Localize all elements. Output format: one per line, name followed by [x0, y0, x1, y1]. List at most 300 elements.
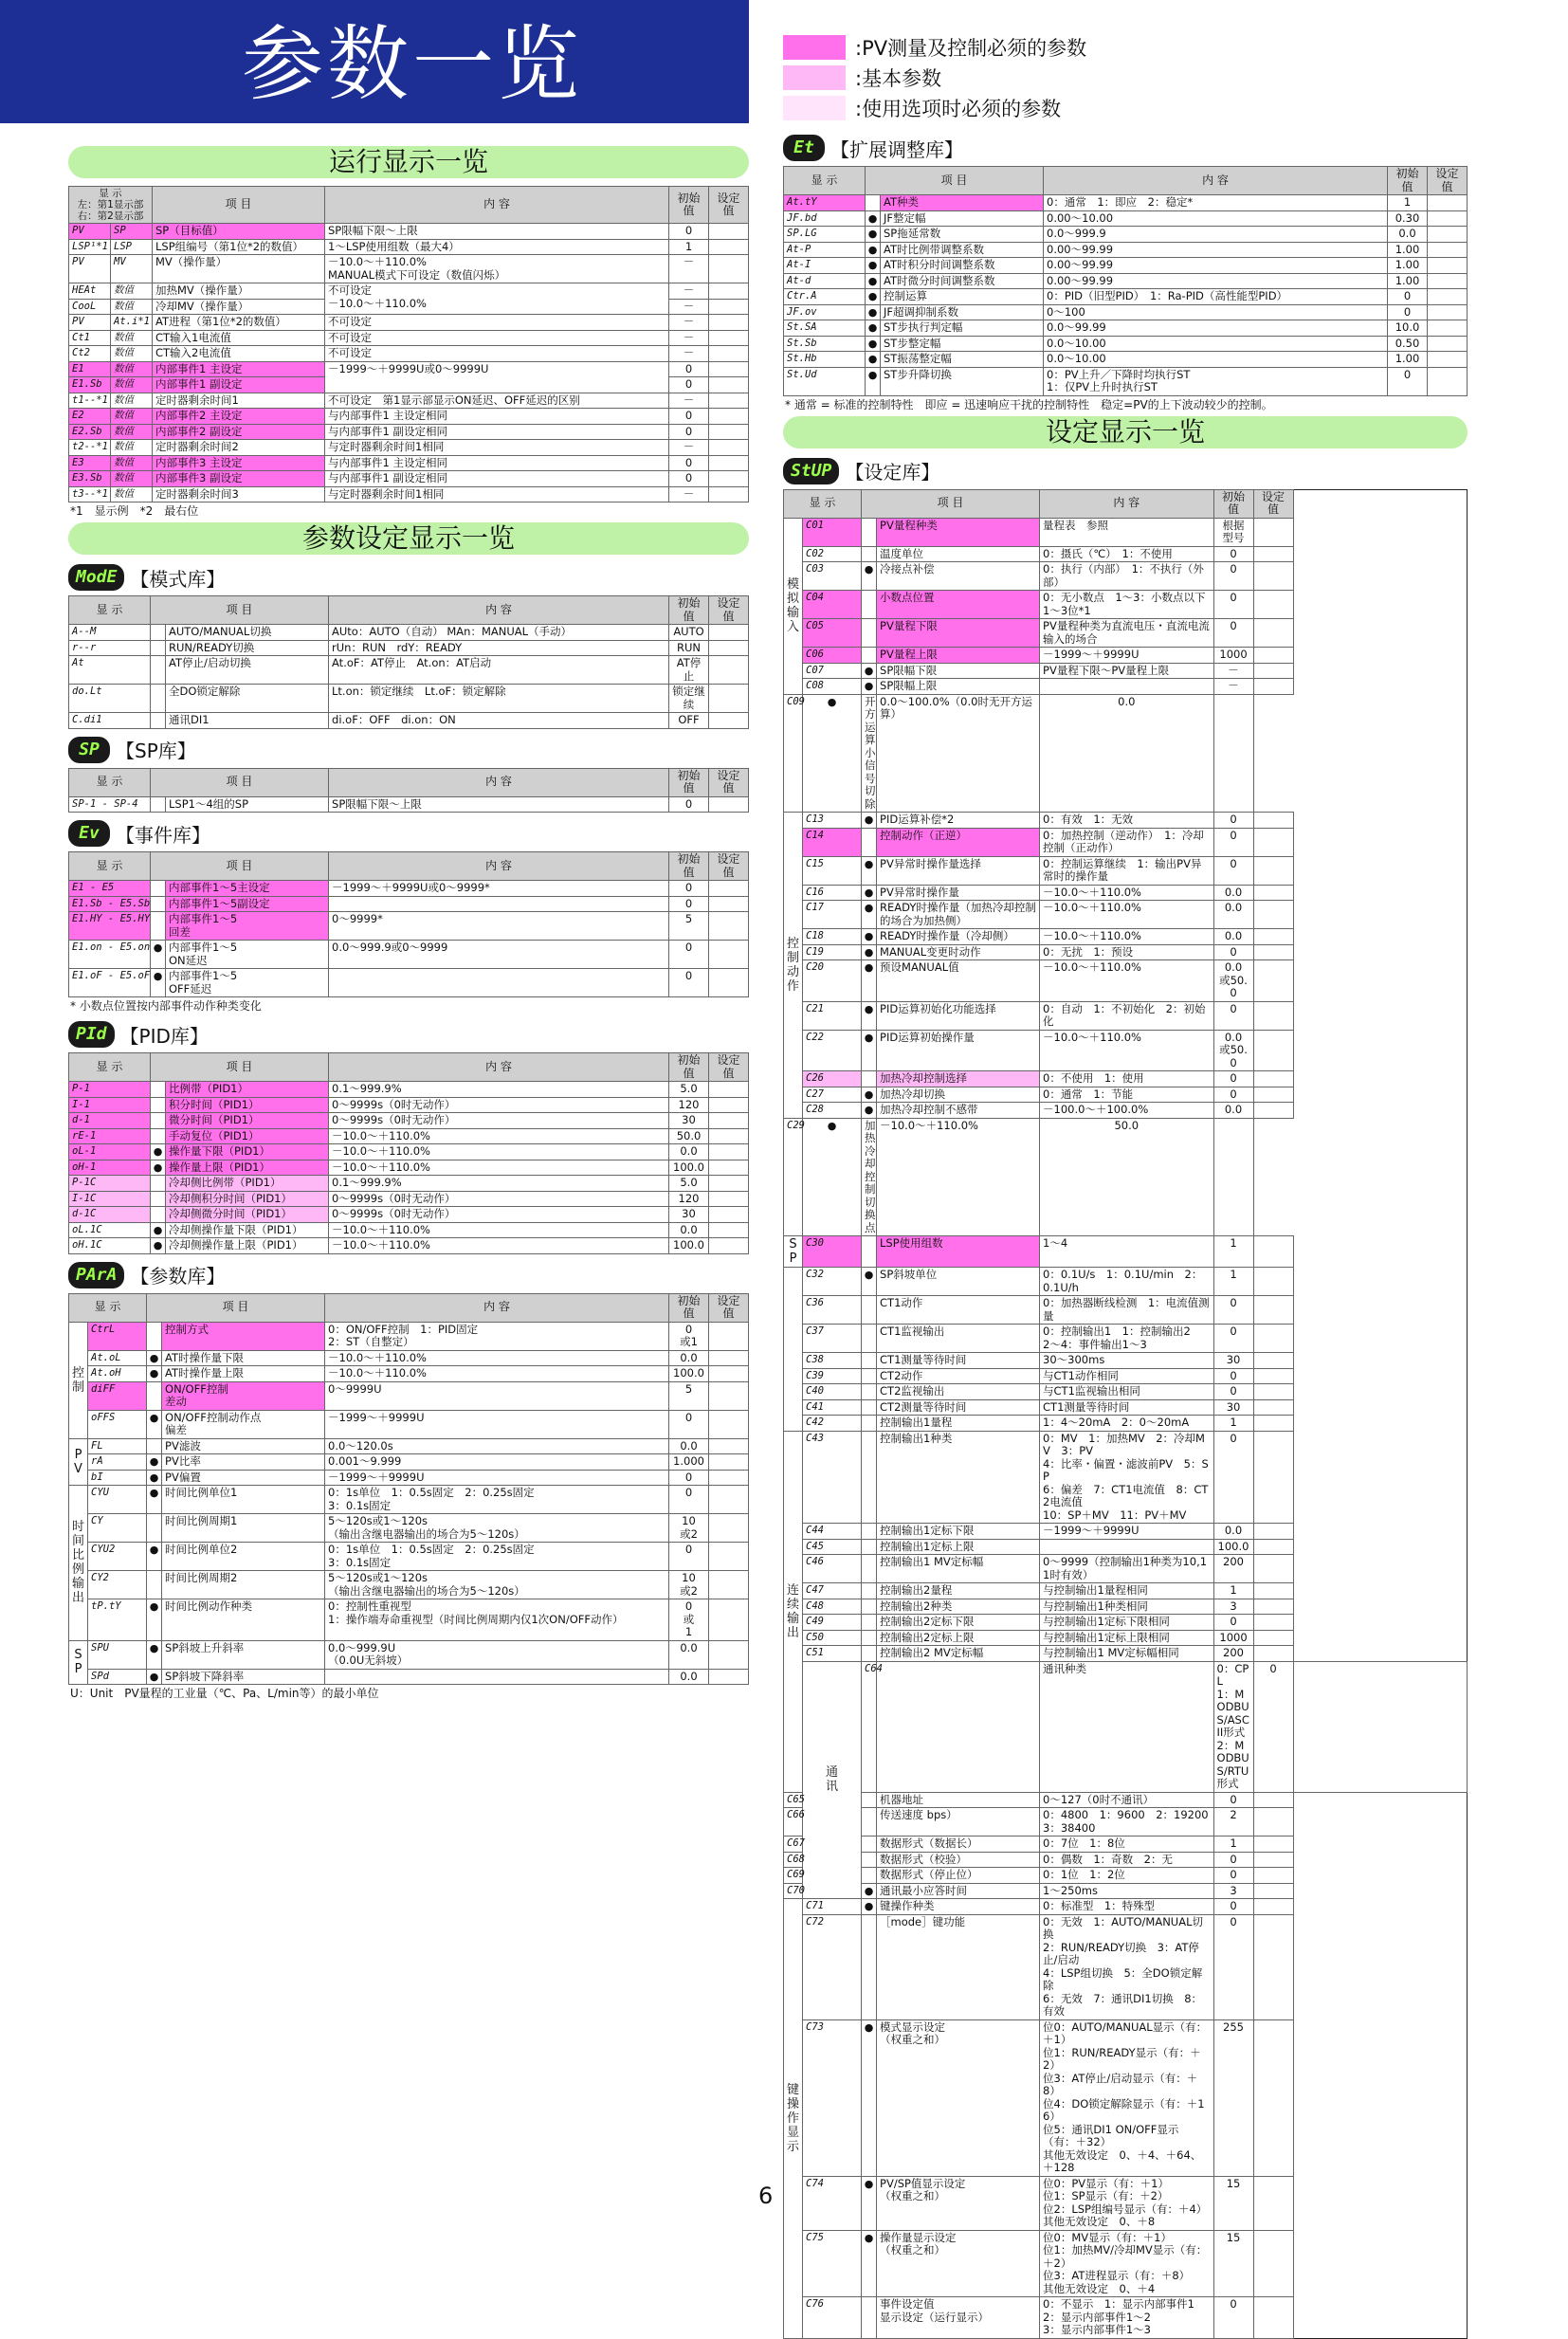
setting-value-cell[interactable] [709, 912, 749, 941]
option-marker: ● [866, 210, 881, 227]
table-row [69, 255, 749, 283]
display-code: JF.bd [784, 210, 866, 227]
header-content: 内 容 [329, 768, 669, 796]
display-right: 数值 [111, 361, 153, 377]
initial-value: 120 [669, 1097, 709, 1113]
table-row [69, 796, 749, 813]
option-marker [151, 896, 166, 912]
option-marker [147, 1381, 162, 1410]
setting-value-cell[interactable] [1253, 1615, 1293, 1631]
item-name: ST振荡整定幅 [881, 352, 1044, 368]
initial-value: 0 [1388, 367, 1428, 395]
setting-value-cell[interactable] [709, 361, 749, 377]
setting-value-cell[interactable] [1253, 1524, 1293, 1540]
setting-value-cell[interactable] [1253, 591, 1293, 619]
display-code: rA [88, 1454, 147, 1471]
item-content: －10.0～＋110.0% [1040, 960, 1213, 1002]
setting-value-cell[interactable] [709, 409, 749, 425]
setting-value-cell[interactable] [709, 1322, 749, 1350]
item-name: SP斜坡单位 [877, 1268, 1040, 1296]
option-marker: ● [862, 2230, 877, 2297]
left-column [68, 142, 749, 1705]
setting-value-cell[interactable] [1253, 960, 1293, 1002]
option-marker [862, 1808, 877, 1836]
setting-value-cell[interactable] [1253, 1353, 1293, 1369]
item-content: －10.0～＋110.0% [1040, 929, 1213, 945]
setting-value-cell[interactable] [1253, 1071, 1293, 1087]
header-set: 设定值 [1428, 167, 1468, 195]
item-name: 冷却侧操作量上限（PID1） [166, 1238, 329, 1254]
display-right: 数值 [111, 346, 153, 362]
display-code: C71 [803, 1899, 862, 1915]
table-row [784, 2297, 1468, 2339]
display-code: C32 [803, 1268, 862, 1296]
setting-value-cell[interactable] [1213, 694, 1253, 813]
header-init: 初始值 [669, 852, 709, 881]
setting-value-cell[interactable] [1253, 518, 1293, 546]
setting-value-cell[interactable] [1428, 320, 1468, 337]
item-content: 0：偶数 1：奇数 2：无 [1040, 1852, 1213, 1868]
setting-value-cell[interactable] [709, 896, 749, 912]
header-display: 显 示 [784, 167, 866, 195]
setting-value-cell[interactable] [709, 299, 749, 315]
item-content: －1999～＋9999U [1040, 1524, 1213, 1540]
setting-value-cell[interactable] [1253, 1599, 1293, 1615]
item-content: 0：有效 1：无效 [1040, 813, 1213, 829]
setting-value-cell[interactable] [709, 1222, 749, 1238]
item-content: 0：不显示 1：显示内部事件1 2：显示内部事件1～2 3：显示内部事件1～3 [1040, 2297, 1213, 2339]
setting-value-cell[interactable] [709, 1097, 749, 1113]
setting-value-cell[interactable] [1253, 1399, 1293, 1416]
item-name: SP斜坡上升斜率 [162, 1640, 325, 1669]
setting-value-cell[interactable] [1253, 1630, 1293, 1646]
display-code: C14 [803, 828, 862, 856]
setting-value-cell[interactable] [1253, 2176, 1293, 2230]
table-row [784, 1808, 1468, 1836]
setting-value-cell[interactable] [709, 1160, 749, 1176]
display-code: C08 [803, 679, 862, 695]
setting-value-cell[interactable] [1253, 2019, 1293, 2176]
initial-value: 5 [669, 1381, 709, 1410]
initial-value: 0 [1213, 1899, 1253, 1915]
setting-value-cell[interactable] [1253, 813, 1293, 829]
setting-value-cell[interactable] [1253, 1103, 1293, 1119]
setting-value-cell[interactable] [1253, 1868, 1293, 1884]
setting-value-cell[interactable] [1253, 1836, 1293, 1853]
initial-value: 0 或 1 [669, 1599, 709, 1641]
setting-value-cell[interactable] [1293, 1661, 1467, 1792]
item-content: －10.0～＋110.0% [329, 1128, 669, 1144]
item-content: AUto：AUTO（自动） MAn：MANUAL（手动） [329, 625, 669, 641]
header-content: 内 容 [329, 852, 669, 881]
setting-value-cell[interactable] [1428, 258, 1468, 274]
setting-value-cell[interactable] [1428, 304, 1468, 320]
setting-value-cell[interactable] [1253, 1296, 1293, 1325]
initial-value: 0 [669, 796, 709, 813]
table-row [69, 1191, 749, 1207]
item-name: 内部事件1～5 ON延迟 [166, 941, 329, 969]
item-content: 0.00～10.00 [1044, 210, 1388, 227]
item-name: PV异常时操作量 [877, 885, 1040, 901]
footnote: U：Unit PV量程的工业量（℃、Pa、L/min等）的最小单位 [70, 1687, 379, 1700]
setting-value-cell[interactable] [1253, 828, 1293, 856]
setting-value-cell[interactable] [1428, 242, 1468, 258]
setting-value-cell[interactable] [709, 346, 749, 362]
setting-value-cell[interactable] [709, 1176, 749, 1192]
item-name: 内部事件1 副设定 [153, 377, 325, 393]
setting-value-cell[interactable] [1253, 1416, 1293, 1432]
initial-value: 0 [1213, 944, 1253, 960]
setting-value-cell[interactable] [1428, 336, 1468, 352]
setting-value-cell[interactable] [1253, 1883, 1293, 1899]
display-code: C48 [803, 1599, 862, 1615]
item-content: 0.001～9.999 [325, 1454, 669, 1471]
setting-value-cell[interactable] [709, 1514, 749, 1543]
section-name: 【SP库】 [116, 740, 196, 762]
setting-value-cell[interactable] [1253, 2297, 1293, 2339]
initial-value: 0.0 [669, 1350, 709, 1366]
table-header [69, 187, 749, 224]
setting-value-cell[interactable] [1253, 1001, 1293, 1030]
color-legend [783, 32, 1086, 123]
option-marker: ● [862, 562, 877, 591]
initial-value: 15 [1213, 2176, 1253, 2230]
table-row [69, 1543, 749, 1571]
initial-value: 0 [669, 224, 709, 240]
setting-value-cell[interactable] [709, 471, 749, 487]
item-name: PV偏置 [162, 1470, 325, 1486]
setting-value-cell[interactable] [709, 1543, 749, 1571]
item-content: 0～9999（控制输出1种类为10,11时有效） [1040, 1555, 1213, 1583]
header-set: 设定值 [709, 768, 749, 796]
table-row [69, 1322, 749, 1350]
option-marker [862, 1555, 877, 1583]
item-content: 0：摄氏（℃） 1：不使用 [1040, 546, 1213, 562]
display-code: SP.LG [784, 227, 866, 243]
option-marker [862, 1431, 877, 1524]
setting-value-cell[interactable] [1253, 1030, 1293, 1071]
setting-value-cell[interactable] [1428, 273, 1468, 289]
setting-value-cell[interactable] [709, 640, 749, 656]
display-code: Ctr.A [784, 289, 866, 305]
item-content: 0：加热控制（逆动作） 1：冷却控制（正动作） [1040, 828, 1213, 856]
setting-value-cell[interactable] [1253, 648, 1293, 664]
item-content: 与内部事件1 副设定相同 [325, 424, 669, 440]
setting-value-cell[interactable] [709, 685, 749, 713]
display-code: C75 [803, 2230, 862, 2297]
setting-value-cell[interactable] [709, 255, 749, 283]
initial-value: 0.0 [1388, 227, 1428, 243]
table-row [69, 1410, 749, 1438]
setting-value-cell[interactable] [1253, 1646, 1293, 1662]
setting-value-cell[interactable] [1253, 663, 1293, 679]
display-code: St.Sb [784, 336, 866, 352]
setting-value-cell[interactable] [1253, 1236, 1293, 1268]
display-code: oFFS [88, 1410, 147, 1438]
setting-value-cell[interactable] [709, 625, 749, 641]
initial-value: 0 [669, 424, 709, 440]
option-marker [147, 1322, 162, 1350]
option-marker [151, 640, 166, 656]
table-row [69, 1128, 749, 1144]
option-marker [862, 591, 877, 619]
setting-value-cell[interactable] [1253, 901, 1293, 929]
item-content: 与内部事件1 副设定相同 [325, 471, 669, 487]
setting-value-cell[interactable] [709, 1571, 749, 1599]
option-marker [151, 625, 166, 641]
item-content: 0～100 [1044, 304, 1388, 320]
option-marker: ● [862, 679, 877, 695]
item-name: AT时积分时间调整系数 [881, 258, 1044, 274]
header-set: 设定值 [709, 1293, 749, 1322]
table-row [69, 455, 749, 471]
initial-value: 0 [669, 969, 709, 997]
setting-value-cell[interactable] [1428, 367, 1468, 395]
table-row [69, 656, 749, 685]
option-marker [862, 1071, 877, 1087]
initial-value: 255 [1213, 2019, 1253, 2176]
setting-value-cell[interactable] [1253, 1583, 1293, 1599]
table-row [69, 409, 749, 425]
item-name: 数据形式（停止位） [877, 1868, 1040, 1884]
setting-value-cell[interactable] [709, 377, 749, 393]
setting-value-cell[interactable] [709, 1438, 749, 1454]
setting-value-cell[interactable] [1253, 885, 1293, 901]
setting-value-cell[interactable] [709, 1454, 749, 1471]
setting-value-cell[interactable] [709, 1486, 749, 1514]
item-name: 时间比例动作种类 [162, 1599, 325, 1641]
initial-value: 0 [1213, 1325, 1253, 1353]
display-code: C05 [803, 619, 862, 648]
setting-value-cell[interactable] [709, 1640, 749, 1669]
display-right: SP [111, 224, 153, 240]
section-name: 【事件库】 [116, 823, 210, 847]
item-content: 与控制输出1定标上限相同 [1040, 1630, 1213, 1646]
setting-value-cell[interactable] [709, 239, 749, 255]
setting-value-cell[interactable] [1253, 1384, 1293, 1400]
option-marker: ● [803, 1118, 862, 1236]
setting-value-cell[interactable] [1253, 1914, 1293, 2019]
setting-value-cell[interactable] [709, 486, 749, 503]
option-marker: ● [147, 1410, 162, 1438]
setting-value-cell[interactable] [709, 1207, 749, 1223]
table-row [784, 1792, 1468, 1808]
setting-value-cell[interactable] [1253, 2230, 1293, 2297]
header-content: 内 容 [329, 1053, 669, 1082]
setting-value-cell[interactable] [1253, 562, 1293, 591]
setting-value-cell[interactable] [1253, 856, 1293, 885]
setting-value-cell[interactable] [709, 1381, 749, 1410]
setting-value-cell[interactable] [1253, 679, 1293, 695]
right-column [783, 127, 1468, 2339]
item-content: Lt.on：锁定继续 Lt.oF：锁定解除 [329, 685, 669, 713]
table-row [69, 1438, 749, 1454]
setting-value-cell[interactable] [709, 1082, 749, 1098]
item-name: AUTO/MANUAL切换 [166, 625, 329, 641]
display-code: C37 [803, 1325, 862, 1353]
display-left: E2.Sb [69, 424, 111, 440]
item-content: 0.00～99.99 [1044, 273, 1388, 289]
item-name: ST步执行判定幅 [881, 320, 1044, 337]
setting-value-cell[interactable] [709, 224, 749, 240]
item-name: 通讯种类 [1040, 1661, 1213, 1792]
setting-value-cell[interactable] [1253, 1852, 1293, 1868]
initial-value: － [669, 393, 709, 409]
setting-value-cell[interactable] [709, 1366, 749, 1382]
item-name: 通讯DI1 [166, 713, 329, 729]
table-row [69, 1082, 749, 1098]
item-content: At.oF：AT停止 At.on：AT启动 [329, 656, 669, 685]
section-name: 【扩展调整库】 [830, 137, 963, 161]
setting-value-cell[interactable] [709, 881, 749, 897]
item-name: AT时比例带调整系数 [881, 242, 1044, 258]
item-name: READY时操作量（冷却侧） [877, 929, 1040, 945]
setting-value-cell[interactable] [1253, 1539, 1293, 1555]
item-content: 0.0～100.0%（0.0时无开方运算） [877, 694, 1040, 813]
option-marker: ● [151, 969, 166, 997]
item-name: CT2测量等待时间 [877, 1399, 1040, 1416]
setting-value-cell[interactable] [709, 455, 749, 471]
setting-value-cell[interactable] [709, 713, 749, 729]
display-code: oL.1C [69, 1222, 151, 1238]
setting-value-cell[interactable] [1253, 1792, 1293, 1808]
item-name: 键操作种类 [877, 1899, 1040, 1915]
setting-value-cell[interactable] [1253, 1899, 1293, 1915]
setting-value-cell[interactable] [709, 656, 749, 685]
setting-value-cell[interactable] [709, 424, 749, 440]
table-row [784, 1103, 1468, 1119]
display-code: C17 [803, 901, 862, 929]
setting-value-cell[interactable] [1213, 1118, 1253, 1236]
display-right: 数值 [111, 471, 153, 487]
table-row [784, 562, 1468, 591]
setting-value-cell[interactable] [1253, 1368, 1293, 1384]
display-code: FL [88, 1438, 147, 1454]
item-name: 控制输出2定标下限 [877, 1615, 1040, 1631]
item-content: 5～120s或1～120s （输出含继电器输出的场合为5～120s） [325, 1571, 669, 1599]
setting-value-cell[interactable] [709, 440, 749, 456]
table-row [69, 1454, 749, 1471]
table-row [69, 1350, 749, 1366]
header-item: 项 目 [151, 768, 329, 796]
setting-value-cell[interactable] [1253, 1808, 1293, 1836]
initial-value: 100.0 [669, 1238, 709, 1254]
display-left: HEAt [69, 283, 111, 300]
setting-value-cell[interactable] [709, 1128, 749, 1144]
display-code: tP.tY [88, 1599, 147, 1641]
setting-value-cell[interactable] [709, 1144, 749, 1160]
option-marker [862, 1914, 877, 2019]
setting-value-cell[interactable] [709, 969, 749, 997]
setting-value-cell[interactable] [1253, 1087, 1293, 1103]
table-row [69, 1113, 749, 1129]
initial-value: AT停止 [669, 656, 709, 685]
option-marker: ● [866, 273, 881, 289]
item-name: ON/OFF控制 差动 [162, 1381, 325, 1410]
footnote: * 小数点位置按内部事件动作种类变化 [70, 999, 262, 1013]
item-name: 时间比例周期1 [162, 1514, 325, 1543]
setting-value-cell[interactable] [709, 1410, 749, 1438]
display-right: 数值 [111, 330, 153, 346]
setting-value-cell[interactable] [1253, 929, 1293, 945]
setting-value-cell[interactable] [709, 315, 749, 331]
item-name: 事件设定值 显示设定（运行显示） [877, 2297, 1040, 2339]
option-marker [862, 648, 877, 664]
table-row [69, 440, 749, 456]
setting-value-cell[interactable] [1253, 1268, 1293, 1296]
setting-value-cell[interactable] [1253, 619, 1293, 648]
setting-value-cell[interactable] [709, 796, 749, 813]
setting-value-cell[interactable] [709, 1350, 749, 1366]
setting-value-cell[interactable] [1253, 546, 1293, 562]
setting-value-cell[interactable] [709, 1470, 749, 1486]
table-header [784, 489, 1468, 518]
initial-value: 0 [1213, 546, 1253, 562]
initial-value: 1.00 [1388, 352, 1428, 368]
item-name: 全DO锁定解除 [166, 685, 329, 713]
setting-value-cell[interactable] [1253, 1325, 1293, 1353]
table-row [69, 1238, 749, 1254]
setting-value-cell[interactable] [1428, 352, 1468, 368]
table-row [784, 1087, 1468, 1103]
option-marker [862, 1325, 877, 1353]
initial-value: OFF [669, 713, 709, 729]
option-marker [151, 1082, 166, 1098]
setting-value-cell[interactable] [709, 1191, 749, 1207]
initial-value: 10 或2 [669, 1571, 709, 1599]
display-code: diFF [88, 1381, 147, 1410]
setting-value-cell[interactable] [1253, 1431, 1293, 1524]
initial-value: 0 [1388, 289, 1428, 305]
display-code: C13 [803, 813, 862, 829]
setting-value-cell[interactable] [1428, 210, 1468, 227]
initial-value: － [669, 346, 709, 362]
setting-value-cell[interactable] [709, 1599, 749, 1641]
setting-value-cell[interactable] [709, 330, 749, 346]
table-row [784, 694, 1468, 813]
setting-value-cell[interactable] [1428, 289, 1468, 305]
item-content: 0.1～999.9% [329, 1176, 669, 1192]
item-content: －1999～＋9999U [1040, 648, 1213, 664]
table-row [784, 1325, 1468, 1353]
item-name: 定时器剩余时间1 [153, 393, 325, 409]
option-marker [862, 1868, 877, 1884]
setting-value-cell[interactable] [709, 1113, 749, 1129]
display-code: C47 [803, 1583, 862, 1599]
table-row [69, 1176, 749, 1192]
setting-value-cell[interactable] [709, 393, 749, 409]
item-name: CT1监视输出 [877, 1325, 1040, 1353]
table-row [784, 679, 1468, 695]
item-content: －10.0～＋110.0% [329, 1144, 669, 1160]
section-title: 运行显示一览 [68, 146, 749, 178]
setting-value-cell[interactable] [709, 1238, 749, 1254]
setting-value-cell[interactable] [1253, 1555, 1293, 1583]
setting-value-cell[interactable] [1253, 944, 1293, 960]
item-content: 5～120s或1～120s （输出含继电器输出的场合为5～120s） [325, 1514, 669, 1543]
setting-value-cell[interactable] [709, 1669, 749, 1685]
setting-value-cell[interactable] [709, 283, 749, 300]
header-display: 显 示 [69, 1053, 151, 1082]
item-name: 冷却侧操作量下限（PID1） [166, 1222, 329, 1238]
initial-value: 200 [1213, 1555, 1253, 1583]
setting-value-cell[interactable] [709, 941, 749, 969]
display-code: C27 [803, 1087, 862, 1103]
setting-value-cell[interactable] [1428, 195, 1468, 211]
setting-value-cell[interactable] [1428, 227, 1468, 243]
display-left: E1 [69, 361, 111, 377]
table-row [784, 304, 1468, 320]
